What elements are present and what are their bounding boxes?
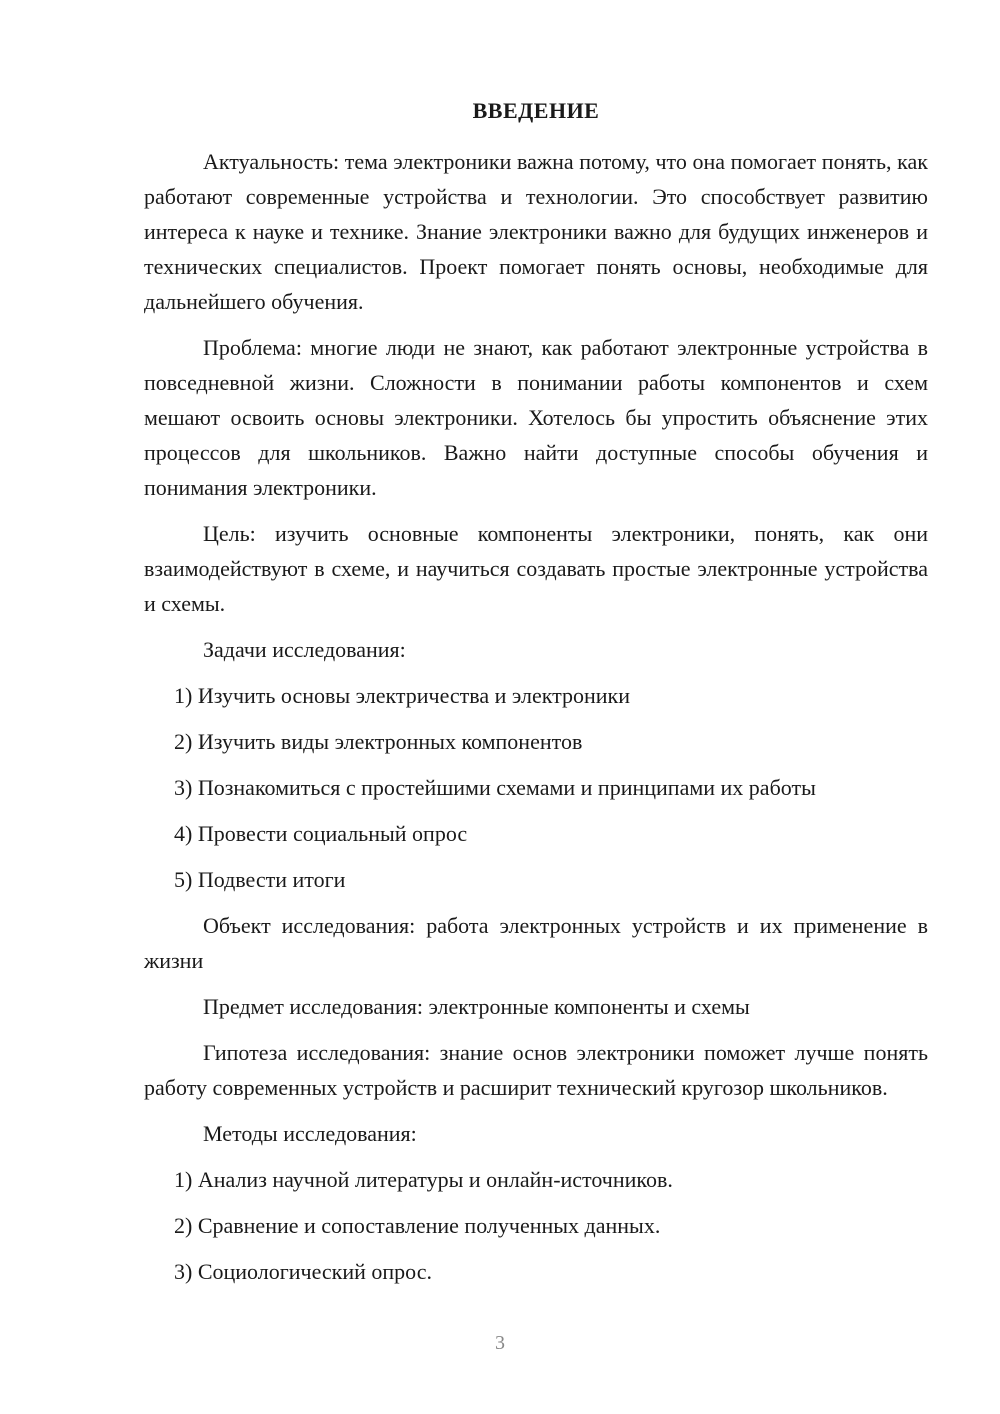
goal-paragraph: Цель: изучить основные компоненты электроники, понять, как они взаимодействуют в схеме, и научиться создавать простые электронные устройства и схемы. (144, 521, 928, 616)
relevance-paragraph: Актуальность: тема электроники важна потому, что она помогает понять, как работают современные устройства и технологии. Это способствует развитию интереса к науке и технике. Знание электроники важно для будущих инженеров и технических специалистов. Проект помогает понять основы, необходимые для дальнейшего обучения. (144, 149, 928, 314)
subject-paragraph: Предмет исследования: электронные компоненты и схемы (203, 994, 750, 1019)
tasks-list (144, 678, 928, 897)
list-item: 1) Анализ научной литературы и онлайн-источников. (174, 1167, 673, 1192)
list-item: 2) Сравнение и сопоставление полученных данных. (174, 1213, 661, 1238)
list-item: 3) Познакомиться с простейшими схемами и принципами их работы (174, 775, 816, 800)
list-item: 4) Провести социальный опрос (174, 821, 468, 846)
list-item: 3) Социологический опрос. (174, 1259, 432, 1284)
page-number: 3 (495, 1332, 505, 1354)
list-item: 1) Изучить основы электричества и электроники (174, 683, 630, 708)
list-item: 5) Подвести итоги (174, 867, 346, 892)
document-page (144, 96, 928, 1300)
list-item: 2) Изучить виды электронных компонентов (174, 729, 583, 754)
object-paragraph: Объект исследования: работа электронных устройств и их применение в жизни (144, 913, 928, 973)
tasks-label: Задачи исследования: (203, 637, 406, 662)
hypothesis-paragraph: Гипотеза исследования: знание основ электроники поможет лучше понять работу современных устройств и расширит технический кругозор школьников. (144, 1040, 928, 1100)
methods-list (144, 1162, 928, 1289)
section-heading: ВВЕДЕНИЕ (472, 98, 600, 123)
methods-label: Методы исследования: (203, 1121, 417, 1146)
problem-paragraph: Проблема: многие люди не знают, как работают электронные устройства в повседневной жизни. Сложности в понимании работы компонентов и схем мешают освоить основы электроники. Хотелось бы упростить объяснение этих процессов для школьников. Важно найти доступные способы обучения и понимания электроники. (144, 335, 928, 500)
